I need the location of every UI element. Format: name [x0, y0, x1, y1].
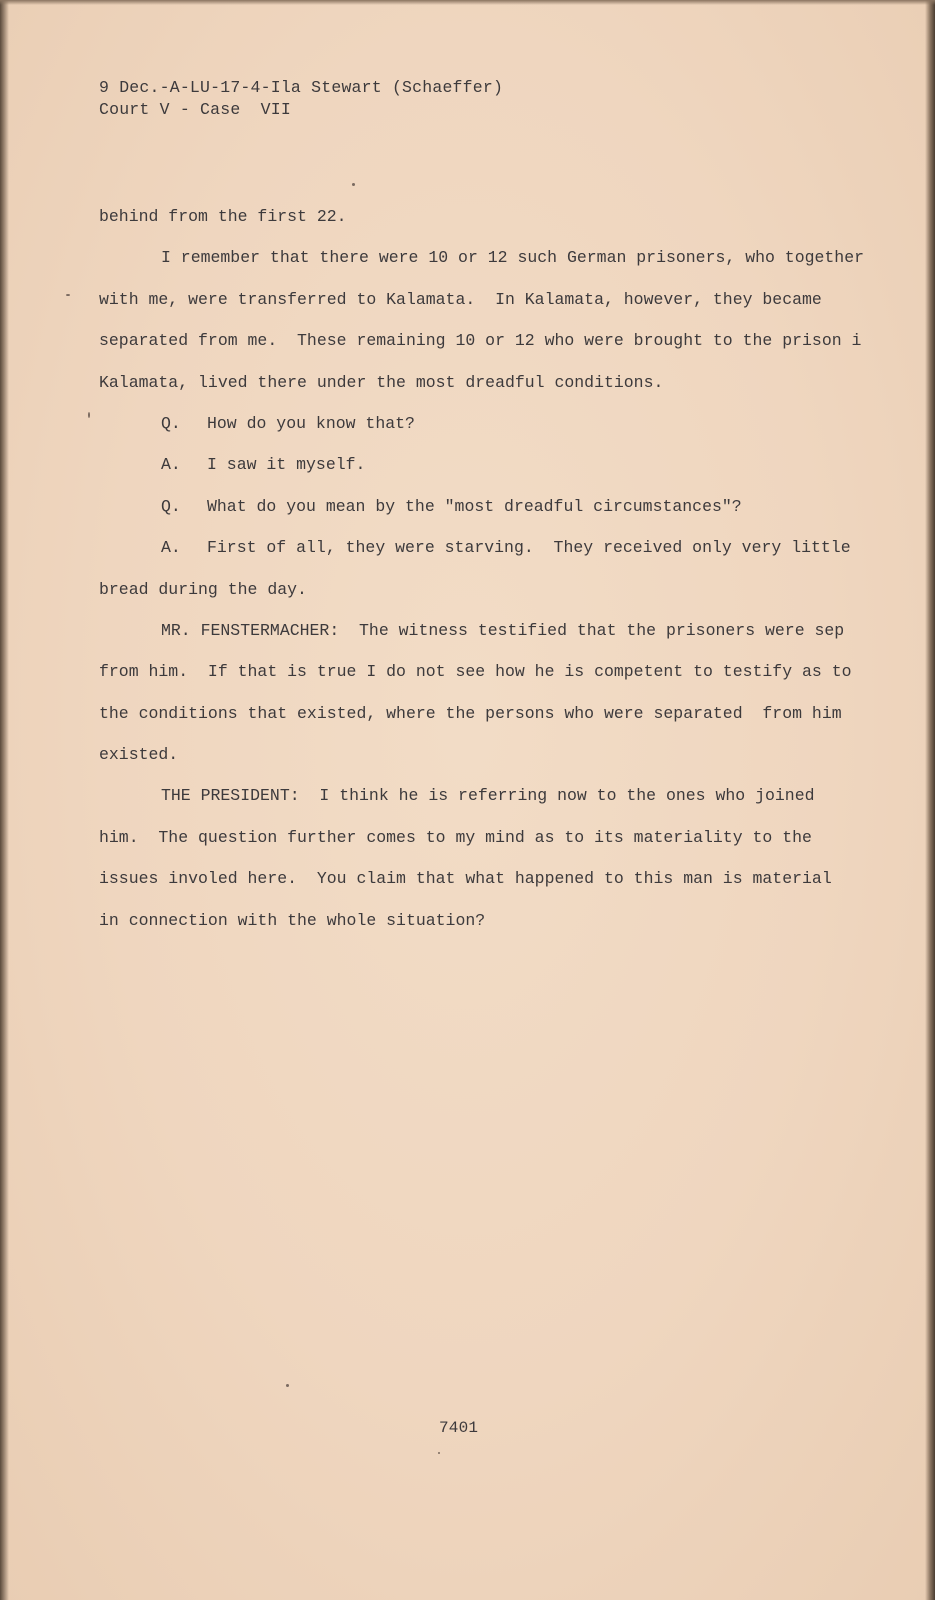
question-line [99, 403, 879, 444]
transcript-line: the conditions that existed, where the persons who were separated from him [99, 703, 842, 723]
answer-label: A. [161, 455, 181, 475]
paper-speck [438, 1452, 440, 1454]
document-header-reference: 9 Dec.-A-LU-17-4-Ila Stewart (Schaeffer) [99, 78, 504, 97]
transcript-line: with me, were transferred to Kalamata. In Kalamata, however, they became [99, 289, 822, 309]
answer-line [99, 527, 879, 568]
speaker-line-fenstermacher: MR. FENSTERMACHER: The witness testified that the prisoners were sep [161, 620, 845, 640]
answer-text: First of all, they were starving. They received only very little [207, 538, 851, 558]
page-right-edge [925, 0, 935, 1600]
document-header-court-case: Court V - Case VII [99, 100, 291, 119]
transcript-line: existed. [99, 745, 179, 765]
paper-speck [352, 183, 355, 186]
transcript-line: separated from me. These remaining 10 or 12 who were brought to the prison i [99, 331, 862, 351]
paper-speck [88, 412, 90, 418]
question-label: Q. [161, 413, 181, 433]
question-text: What do you mean by the "most dreadful circumstances"? [207, 496, 742, 516]
transcript-line: bread during the day. [99, 579, 307, 599]
transcript-line: him. The question further comes to my mind as to its materiality to the [99, 827, 812, 847]
transcript-line: issues involed here. You claim that what happened to this man is material [99, 869, 832, 889]
transcript-line: Kalamata, lived there under the most dreadful conditions. [99, 372, 664, 392]
speaker-line-president: THE PRESIDENT: I think he is referring now to the ones who joined [161, 786, 815, 806]
transcript-line: from him. If that is true I do not see how he is competent to testify as to [99, 662, 852, 682]
page-number: 7401 [439, 1419, 479, 1437]
answer-line [99, 444, 879, 485]
transcript-line: in connection with the whole situation? [99, 910, 486, 930]
answer-label: A. [161, 538, 181, 558]
transcript-line: behind from the first 22. [99, 207, 347, 226]
transcript-line: I remember that there were 10 or 12 such German prisoners, who together [161, 248, 865, 268]
question-label: Q. [161, 496, 181, 516]
page-top-edge [0, 0, 935, 5]
paper-speck [66, 294, 70, 296]
transcript-body [99, 196, 879, 941]
page-left-edge [0, 0, 9, 1600]
question-line [99, 486, 879, 527]
answer-text: I saw it myself. [207, 455, 366, 475]
paper-speck [286, 1384, 289, 1387]
question-text: How do you know that? [207, 413, 415, 433]
